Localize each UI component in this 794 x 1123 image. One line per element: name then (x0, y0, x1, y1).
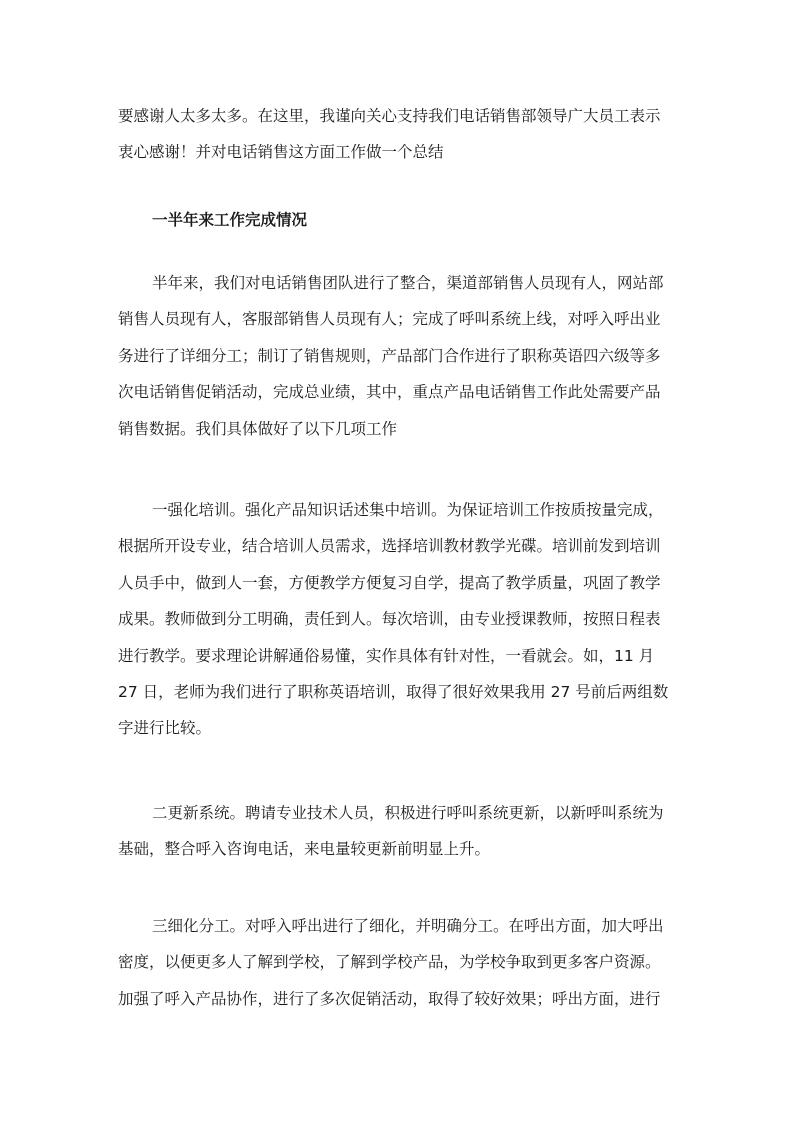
paragraph-4-line-3: 加强了呼入产品协作，进行了多次促销活动，取得了较好效果；呼出方面，进行 (118, 989, 661, 1008)
paragraph-3-line-2: 基础，整合呼入咨询电话，来电量较更新前明显上升。 (118, 840, 491, 859)
paragraph-2-line-1: 一强化培训。强化产品知识话述集中培训。为保证培训工作按质按量完成， (152, 501, 664, 519)
paragraph-training (118, 492, 678, 747)
paragraph-1-line-1: 半年来，我们对电话销售团队进行了整合，渠道部销售人员现有人，网站部 (152, 274, 664, 292)
section-heading: 一半年来工作完成情况 (152, 211, 308, 229)
paragraph-1-line-2: 销售人员现有人，客服部销售人员现有人；完成了呼叫系统上线，对呼入呼出业 (118, 310, 661, 329)
paragraph-4-line-2: 密度，以便更多人了解到学校，了解到学校产品，为学校争取到更多客户资源。 (118, 953, 661, 972)
paragraph-2-line-6: 27 日，老师为我们进行了职称英语培训，取得了很好效果我用 27 号前后两组数 (118, 682, 669, 701)
paragraph-1-line-4: 次电话销售促销活动，完成总业绩，其中，重点产品电话销售工作此处需要产品 (118, 383, 661, 402)
paragraph-work-summary (118, 265, 678, 447)
paragraph-2-line-3: 人员手中，做到人一套，方便教学方便复习自学，提高了教学质量，巩固了教学 (118, 573, 661, 592)
paragraph-division-of-labor (118, 908, 678, 1017)
section-heading-block (118, 202, 678, 238)
paragraph-1-line-3: 务进行了详细分工；制订了销售规则，产品部门合作进行了职称英语四六级等多 (118, 346, 661, 365)
intro-line-2: 衷心感谢！并对电话销售这方面工作做一个总结 (118, 143, 444, 162)
paragraph-4-line-1: 三细化分工。对呼入呼出进行了细化，并明确分工。在呼出方面，加大呼出 (152, 917, 664, 935)
intro-line-1: 要感谢人太多太多。在这里，我谨向关心支持我们电话销售部领导广大员工表示 (118, 107, 661, 125)
paragraph-1-line-5: 销售数据。我们具体做好了以下几项工作 (118, 419, 398, 438)
intro-paragraph (118, 98, 678, 171)
paragraph-2-line-5: 进行教学。要求理论讲解通俗易懂，实作具体有针对性，一看就会。如，11 月 (118, 646, 655, 665)
paragraph-2-line-7: 字进行比较。 (118, 719, 212, 738)
paragraph-2-line-2: 根据所开设专业，结合培训人员需求，选择培训教材教学光碟。培训前发到培训 (118, 537, 661, 556)
paragraph-2-line-4: 成果。教师做到分工明确，责任到人。每次培训，由专业授课教师，按照日程表 (118, 610, 661, 629)
paragraph-system-update (118, 795, 678, 868)
paragraph-3-line-1: 二更新系统。聘请专业技术人员，积极进行呼叫系统更新，以新呼叫系统为 (152, 804, 664, 822)
